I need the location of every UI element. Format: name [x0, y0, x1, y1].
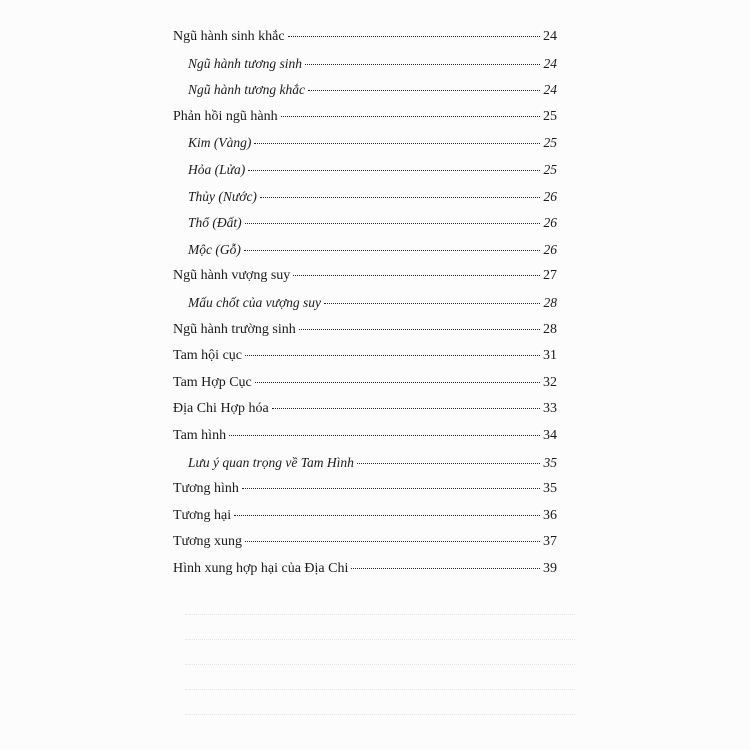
dot-leader — [272, 408, 540, 409]
toc-subentry — [173, 83, 557, 110]
entry-page: 25 — [543, 108, 557, 124]
entry-title: Ngũ hành tương khắc — [188, 82, 305, 98]
entry-title: Tam Hợp Cục — [173, 374, 252, 390]
toc-entry — [173, 509, 557, 536]
entry-page: 27 — [543, 268, 557, 284]
entry-page: 39 — [543, 560, 557, 576]
entry-title: Ngũ hành tương sinh — [188, 55, 302, 71]
entry-page: 28 — [543, 321, 557, 337]
show-through-line — [185, 654, 575, 665]
toc-subentry — [173, 296, 557, 323]
toc-entry — [173, 323, 557, 350]
entry-page: 24 — [543, 29, 557, 44]
entry-page: 32 — [543, 374, 557, 390]
show-through-line — [185, 679, 575, 690]
toc-entry — [173, 429, 557, 456]
entry-title: Tam hình — [173, 427, 227, 443]
toc-entry — [173, 535, 557, 562]
entry-title: Thổ (Đất) — [188, 215, 242, 231]
dot-leader — [288, 36, 540, 37]
entry-title: Lưu ý quan trọng về Tam Hình — [188, 454, 354, 470]
entry-page: 25 — [543, 135, 557, 151]
dot-leader — [245, 541, 540, 542]
entry-title: Thủy (Nước) — [188, 188, 257, 204]
toc-entry — [173, 482, 557, 509]
entry-page: 31 — [543, 348, 557, 364]
toc-subentry — [173, 216, 557, 243]
show-through-line — [185, 629, 575, 640]
toc-entry — [173, 402, 557, 429]
toc-entry — [173, 376, 557, 403]
toc-entry — [173, 562, 557, 589]
dot-leader — [357, 463, 540, 464]
entry-title: Ngũ hành trường sinh — [173, 321, 296, 337]
entry-title: Phản hồi ngũ hành — [173, 108, 278, 124]
entry-title: Mấu chốt của vượng suy — [188, 294, 322, 310]
toc-subentry — [173, 456, 557, 483]
entry-title: Tương hình — [173, 481, 239, 497]
dot-leader — [242, 488, 540, 489]
entry-page: 26 — [543, 241, 557, 257]
dot-leader — [293, 275, 540, 276]
toc-entry — [173, 269, 557, 296]
entry-page: 24 — [543, 55, 557, 71]
dot-leader — [248, 170, 540, 171]
dot-leader — [234, 515, 540, 516]
dot-leader — [254, 143, 540, 144]
entry-page: 34 — [543, 427, 557, 443]
entry-title: Kim (Vàng) — [188, 135, 252, 151]
dot-leader — [255, 382, 540, 383]
dot-leader — [281, 116, 540, 117]
entry-page: 28 — [543, 294, 557, 310]
entry-title: Mộc (Gỗ) — [188, 241, 241, 257]
entry-title: Tương xung — [173, 534, 243, 550]
entry-title: Tam hội cục — [173, 348, 242, 364]
dot-leader — [229, 435, 540, 436]
show-through-text — [185, 590, 575, 740]
dot-leader — [260, 197, 540, 198]
entry-page: 35 — [543, 454, 557, 470]
toc-subentry — [173, 57, 557, 84]
dot-leader — [324, 303, 540, 304]
entry-page: 35 — [543, 481, 557, 497]
dot-leader — [245, 355, 540, 356]
entry-title: Địa Chi Hợp hóa — [173, 401, 269, 417]
dot-leader — [351, 568, 540, 569]
entry-page: 25 — [543, 161, 557, 177]
toc-subentry — [173, 190, 557, 217]
show-through-line — [185, 604, 575, 615]
entry-title: Ngũ hành sinh khắc — [173, 29, 285, 44]
dot-leader — [299, 329, 540, 330]
entry-page: 26 — [543, 215, 557, 231]
toc-entry — [173, 30, 557, 57]
entry-page: 26 — [543, 188, 557, 204]
entry-page: 37 — [543, 534, 557, 550]
toc-entry — [173, 110, 557, 137]
entry-page: 33 — [543, 401, 557, 417]
dot-leader — [308, 90, 540, 91]
dot-leader — [305, 64, 540, 65]
entry-page: 36 — [543, 507, 557, 523]
toc-subentry — [173, 136, 557, 163]
toc-subentry — [173, 243, 557, 270]
entry-title: Tương hại — [173, 507, 232, 523]
entry-title: Ngũ hành vượng suy — [173, 268, 291, 284]
dot-leader — [245, 223, 540, 224]
dot-leader — [244, 250, 540, 251]
toc-subentry — [173, 163, 557, 190]
entry-title: Hỏa (Lửa) — [188, 161, 246, 177]
show-through-line — [185, 704, 575, 715]
entry-page: 24 — [543, 82, 557, 98]
entry-title: Hình xung hợp hại của Địa Chi — [173, 560, 349, 576]
toc-entry — [173, 349, 557, 376]
table-of-contents — [173, 30, 557, 588]
